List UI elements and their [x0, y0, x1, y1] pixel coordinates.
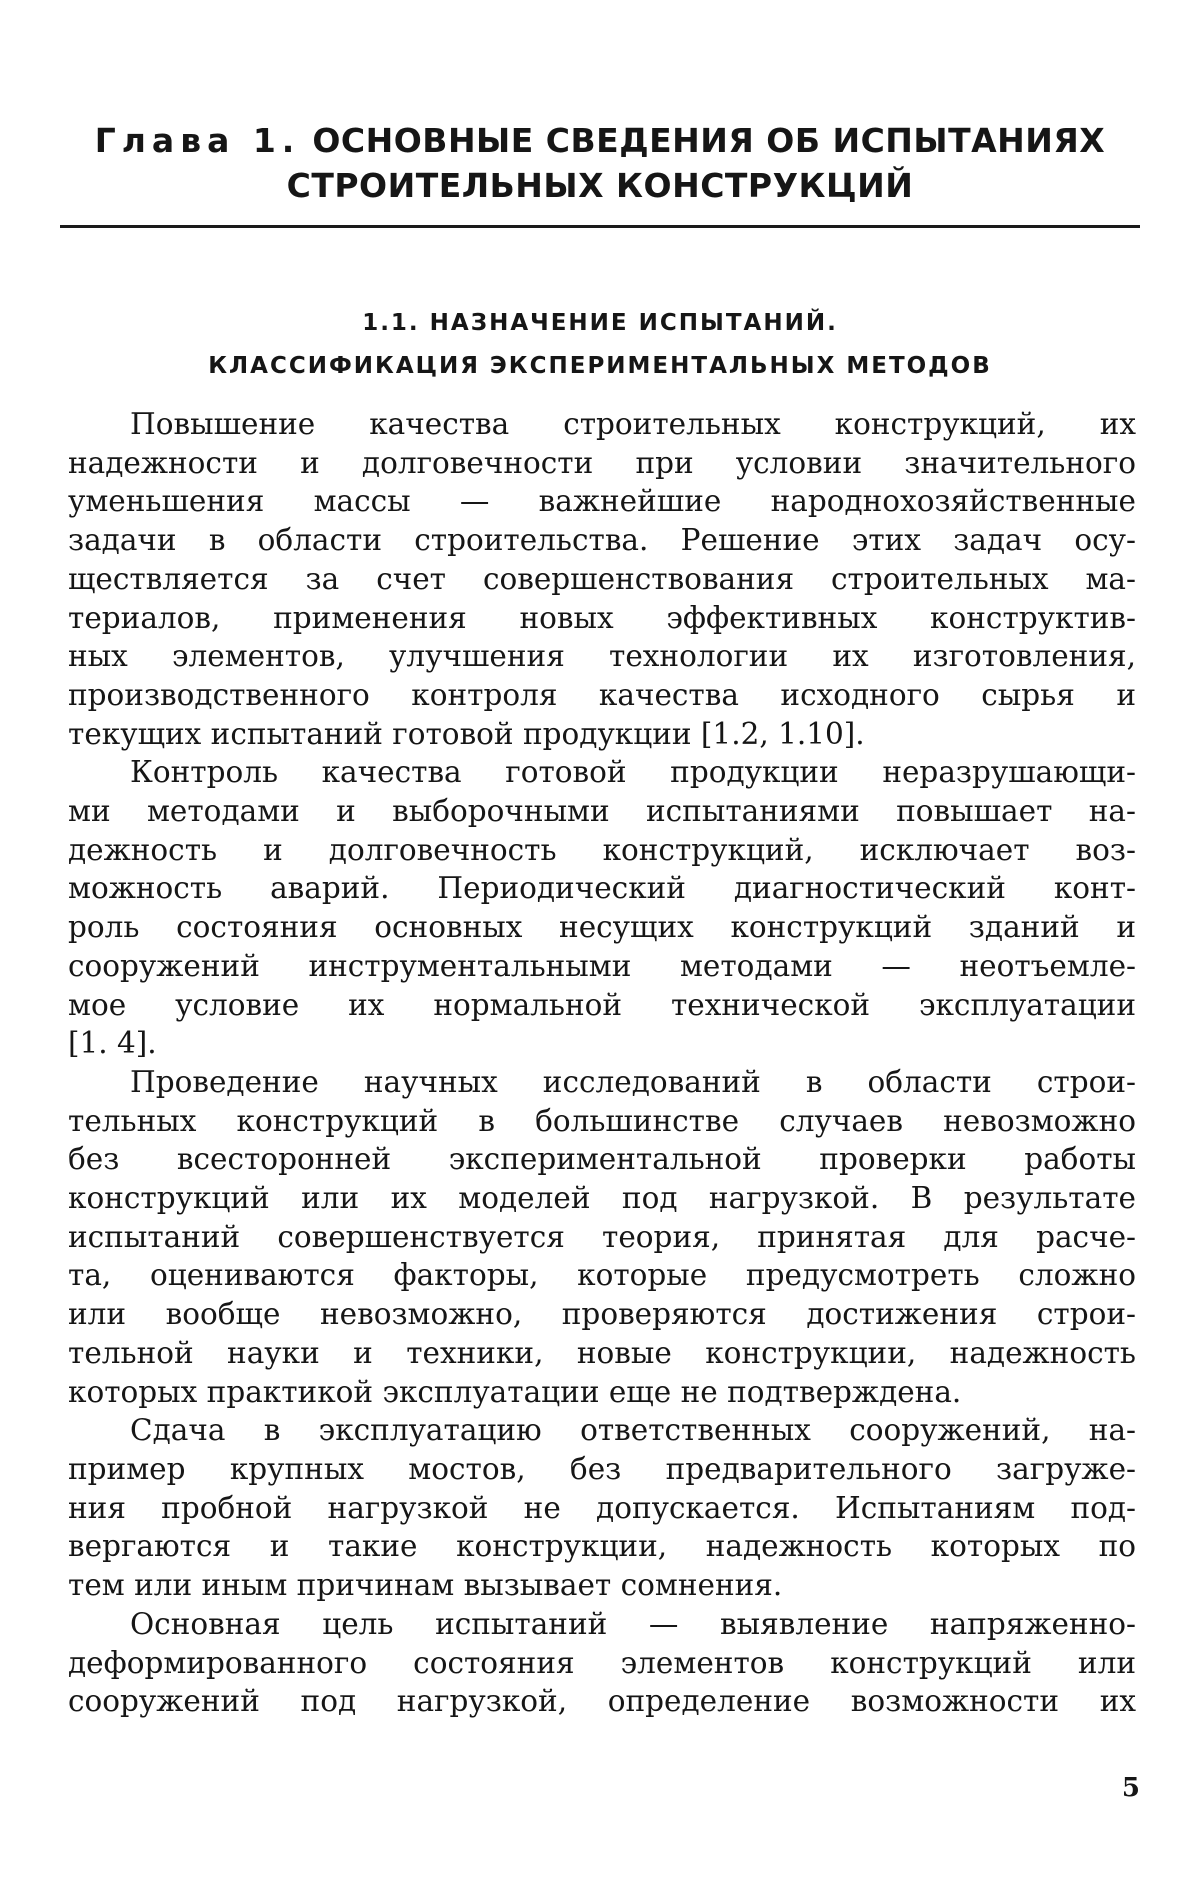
chapter-divider — [60, 225, 1140, 228]
paragraph-line: уменьшения массы — важнейшие народнохозяйственные — [68, 484, 1136, 519]
chapter-label: Глава 1. — [94, 121, 301, 160]
paragraph-line: Повышение качества строительных конструкций, их — [130, 407, 1136, 441]
paragraph-line: надежности и долговечности при условии значительного — [68, 445, 1136, 480]
paragraph-5 — [68, 1605, 1136, 1721]
paragraph-line: вергаются и такие конструкции, надежность которых по — [68, 1529, 1136, 1564]
paragraph-line: ния пробной нагрузкой не допускается. Испытаниям под- — [68, 1490, 1136, 1525]
paragraph-line: дежность и долговечность конструкций, исключает воз- — [68, 832, 1136, 867]
paragraph-line: Основная цель испытаний — выявление напряженно- — [130, 1606, 1136, 1641]
paragraph-line: Проведение научных исследований в области строи- — [130, 1064, 1136, 1099]
paragraph-line: ществляется за счет совершенствования строительных ма- — [68, 561, 1136, 596]
paragraph-line: или вообще невозможно, проверяются достижения строи- — [68, 1297, 1136, 1332]
paragraph-line: тельной науки и техники, новые конструкции, надежность — [68, 1335, 1136, 1370]
paragraph-line: деформированного состояния элементов конструкций или — [68, 1645, 1136, 1680]
body-text — [68, 405, 1136, 1721]
section-title-line-2: КЛАССИФИКАЦИЯ ЭКСПЕРИМЕНТАЛЬНЫХ МЕТОДОВ — [208, 353, 992, 379]
paragraph-line: производственного контроля качества исходного сырья и — [68, 677, 1136, 712]
paragraph-1 — [68, 405, 1136, 753]
paragraph-line: ных элементов, улучшения технологии их изготовления, — [68, 639, 1136, 674]
paragraph-3 — [68, 1063, 1136, 1411]
paragraph-line: пример крупных мостов, без предварительного загруже- — [68, 1451, 1136, 1486]
paragraph-line: роль состояния основных несущих конструкций зданий и — [68, 910, 1136, 945]
section-title — [60, 302, 1140, 388]
paragraph-line: Сдача в эксплуатацию ответственных сооружений, на- — [130, 1413, 1136, 1448]
chapter-title-line-2: СТРОИТЕЛЬНЫХ КОНСТРУКЦИЙ — [286, 166, 914, 205]
paragraph-line: Контроль качества готовой продукции неразрушающи- — [130, 755, 1136, 790]
paragraph-line: сооружений инструментальными методами — неотъемле- — [68, 948, 1136, 983]
paragraph-line: сооружений под нагрузкой, определение возможности их — [68, 1684, 1136, 1719]
chapter-title-text-1: ОСНОВНЫЕ СВЕДЕНИЯ ОБ ИСПЫТАНИЯХ — [312, 121, 1106, 160]
section-title-line-1: 1.1. НАЗНАЧЕНИЕ ИСПЫТАНИЙ. — [362, 310, 838, 336]
paragraph-2 — [68, 753, 1136, 1063]
paragraph-line: задачи в области строительства. Решение этих задач осу- — [68, 523, 1136, 558]
paragraph-line: [1. 4]. — [68, 1026, 157, 1061]
paragraph-line: тем или иным причинам вызывает сомнения. — [68, 1568, 783, 1603]
paragraph-line: та, оцениваются факторы, которые предусмотреть сложно — [68, 1258, 1136, 1293]
page-number: 5 — [1121, 1773, 1140, 1803]
paragraph-line: териалов, применения новых эффективных конструктив- — [68, 600, 1136, 635]
paragraph-line: мое условие их нормальной технической эксплуатации — [68, 987, 1136, 1022]
paragraph-line: можность аварий. Периодический диагностический конт- — [68, 871, 1136, 906]
paragraph-line: ми методами и выборочными испытаниями повышает на- — [68, 794, 1136, 829]
chapter-title-line-1 — [60, 118, 1140, 163]
chapter-title — [60, 118, 1140, 208]
paragraph-line: которых практикой эксплуатации еще не подтверждена. — [68, 1374, 962, 1409]
paragraph-line: текущих испытаний готовой продукции [1.2, 1.10]. — [68, 716, 865, 751]
paragraph-line: испытаний совершенствуется теория, принятая для расче- — [68, 1219, 1136, 1254]
paragraph-4 — [68, 1411, 1136, 1605]
paragraph-line: тельных конструкций в большинстве случаев невозможно — [68, 1103, 1136, 1138]
paragraph-line: конструкций или их моделей под нагрузкой. В результате — [68, 1181, 1136, 1216]
paragraph-line: без всесторонней экспериментальной проверки работы — [68, 1142, 1136, 1177]
